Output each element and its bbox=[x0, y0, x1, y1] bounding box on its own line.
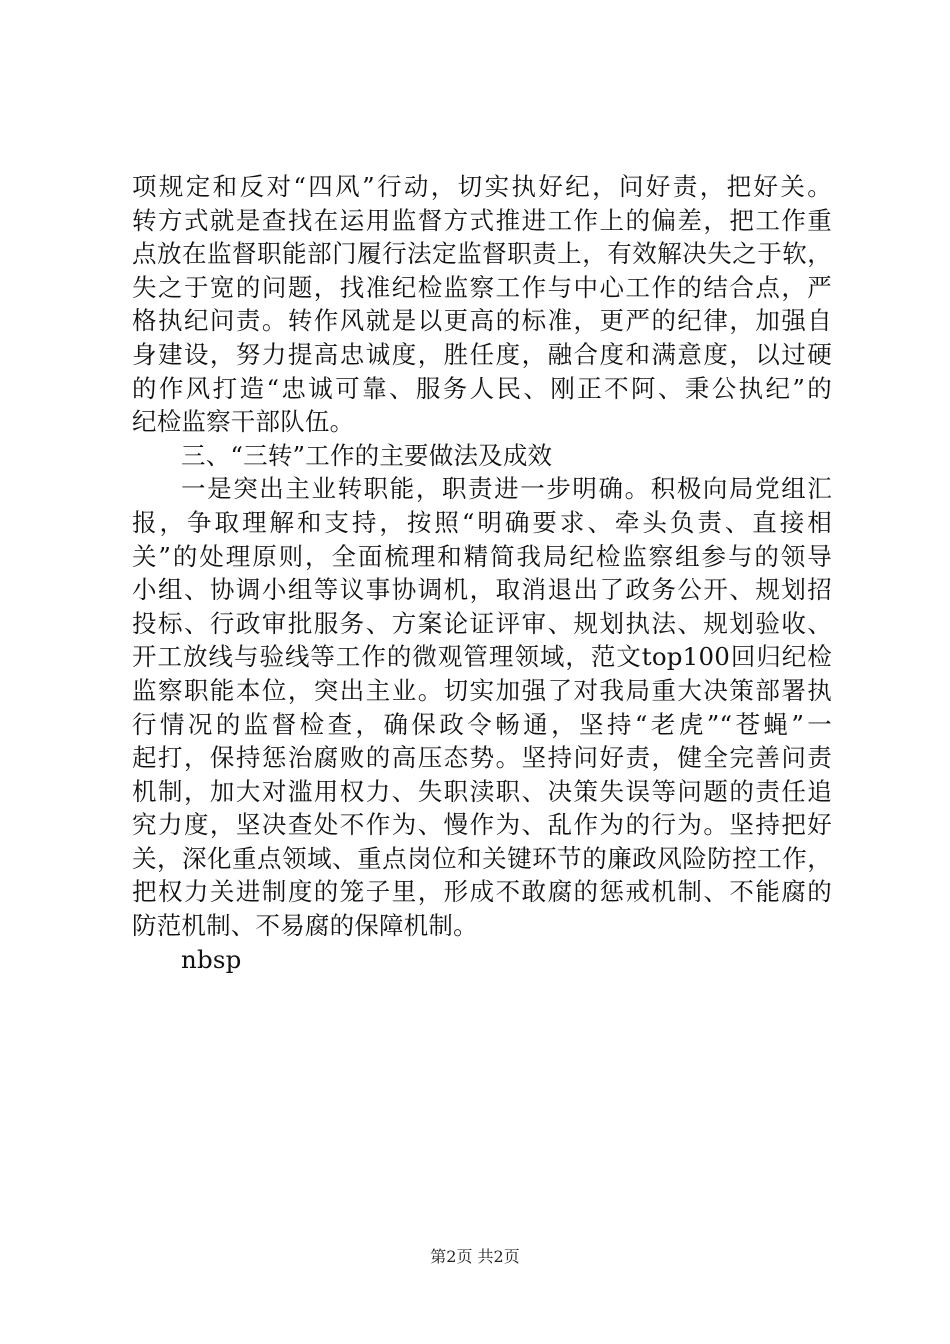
text-line: 点放在监督职能部门履行法定监督职责上，有效解决失之于软， bbox=[132, 239, 832, 269]
text-line: 失之于宽的问题，找准纪检监察工作与中心工作的结合点，严 bbox=[132, 272, 832, 302]
text-line: 究力度，坚决查处不作为、慢作为、乱作为的行为。坚持把好 bbox=[132, 810, 832, 840]
text-line: 小组、协调小组等议事协调机，取消退出了政务公开、规划招 bbox=[132, 575, 832, 605]
text-line: 防范机制、不易腐的保障机制。 bbox=[132, 911, 478, 941]
text-line: 把权力关进制度的笼子里，形成不敢腐的惩戒机制、不能腐的 bbox=[132, 877, 832, 907]
text-line: 的作风打造“忠诚可靠、服务人民、刚正不阿、秉公执纪”的 bbox=[132, 373, 832, 403]
text-line: 关，深化重点领域、重点岗位和关键环节的廉政风险防控工作， bbox=[132, 843, 832, 873]
text-line: 报，争取理解和支持，按照“明确要求、牵头负责、直接相 bbox=[132, 507, 832, 537]
text-line: 监察职能本位，突出主业。切实加强了对我局重大决策部署执 bbox=[132, 675, 832, 705]
text-line: 一是突出主业转职能，职责进一步明确。积极向局党组汇 bbox=[181, 474, 832, 504]
page-number-label: 第2页 共2页 bbox=[430, 1247, 520, 1266]
text-line: 起打，保持惩治腐败的高压态势。坚持问好责，健全完善问责 bbox=[132, 743, 832, 773]
text-line: 投标、行政审批服务、方案论证评审、规划执法、规划验收、 bbox=[132, 608, 832, 638]
text-line: 机制，加大对滥用权力、失职渎职、决策失误等问题的责任追 bbox=[132, 776, 832, 806]
text-line: 项规定和反对“四风”行动，切实执好纪，问好责，把好关。 bbox=[132, 172, 832, 201]
section-heading: 三、“三转”工作的主要做法及成效 bbox=[181, 440, 553, 470]
document-body bbox=[132, 170, 832, 976]
text-line: 纪检监察干部队伍。 bbox=[132, 407, 355, 437]
text-line: 格执纪问责。转作风就是以更高的标准，更严的纪律，加强自 bbox=[132, 306, 832, 336]
text-line: 转方式就是查找在运用监督方式推进工作上的偏差，把工作重 bbox=[132, 205, 832, 235]
text-line: 行情况的监督检查，确保政令畅通，坚持“老虎”“苍蝇”一 bbox=[132, 709, 832, 739]
text-line: 身建设，努力提高忠诚度，胜任度，融合度和满意度，以过硬 bbox=[132, 339, 832, 369]
text-line: 开工放线与验线等工作的微观管理领域，范文top100回归纪检 bbox=[132, 642, 832, 672]
text-line: nbsp bbox=[181, 944, 242, 974]
text-line: 关”的处理原则，全面梳理和精简我局纪检监察组参与的领导 bbox=[132, 541, 832, 571]
page-footer bbox=[0, 1244, 950, 1267]
